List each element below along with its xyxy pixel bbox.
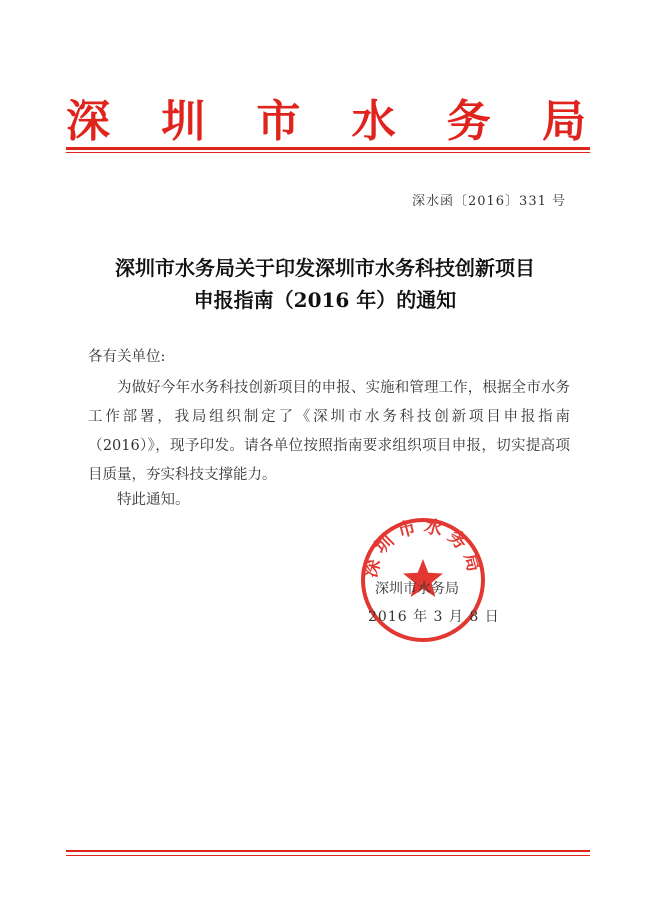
salutation: 各有关单位: — [88, 349, 166, 365]
masthead-char: 局 — [541, 96, 586, 147]
document-number: 深水函〔2016〕331 号 — [411, 194, 566, 209]
issuer-signature: 深圳市水务局 — [375, 581, 459, 597]
masthead-char: 水 — [351, 96, 396, 147]
header-divider — [66, 147, 590, 150]
masthead — [66, 88, 586, 146]
title-line-2: 申报指南（2016 年）的通知 — [193, 288, 457, 312]
masthead-char: 圳 — [161, 96, 206, 147]
footer-divider-thin — [66, 855, 590, 856]
seal-text: 深圳市水务局 — [360, 515, 486, 580]
footer-divider — [66, 850, 590, 852]
title-line-1: 深圳市水务局关于印发深圳市水务科技创新项目 — [115, 256, 535, 280]
closing-line: 特此通知。 — [117, 492, 190, 508]
body-paragraph: 为做好今年水务科技创新项目的申报、实施和管理工作，根据全市水务工作部署，我局组织制定了《深圳市水务科技创新项目申报指南（2016）》，现予印发。请各单位按照指南要求组织项目申报，切实提高项目质量，夯实科技支撑能力。 — [88, 380, 570, 483]
issue-date: 2016 年 3 月 8 日 — [368, 609, 500, 625]
document-title — [70, 252, 580, 316]
masthead-char: 深 — [66, 96, 110, 147]
header-divider-thin — [66, 152, 590, 153]
masthead-char: 务 — [446, 96, 491, 147]
masthead-char: 市 — [256, 96, 301, 147]
